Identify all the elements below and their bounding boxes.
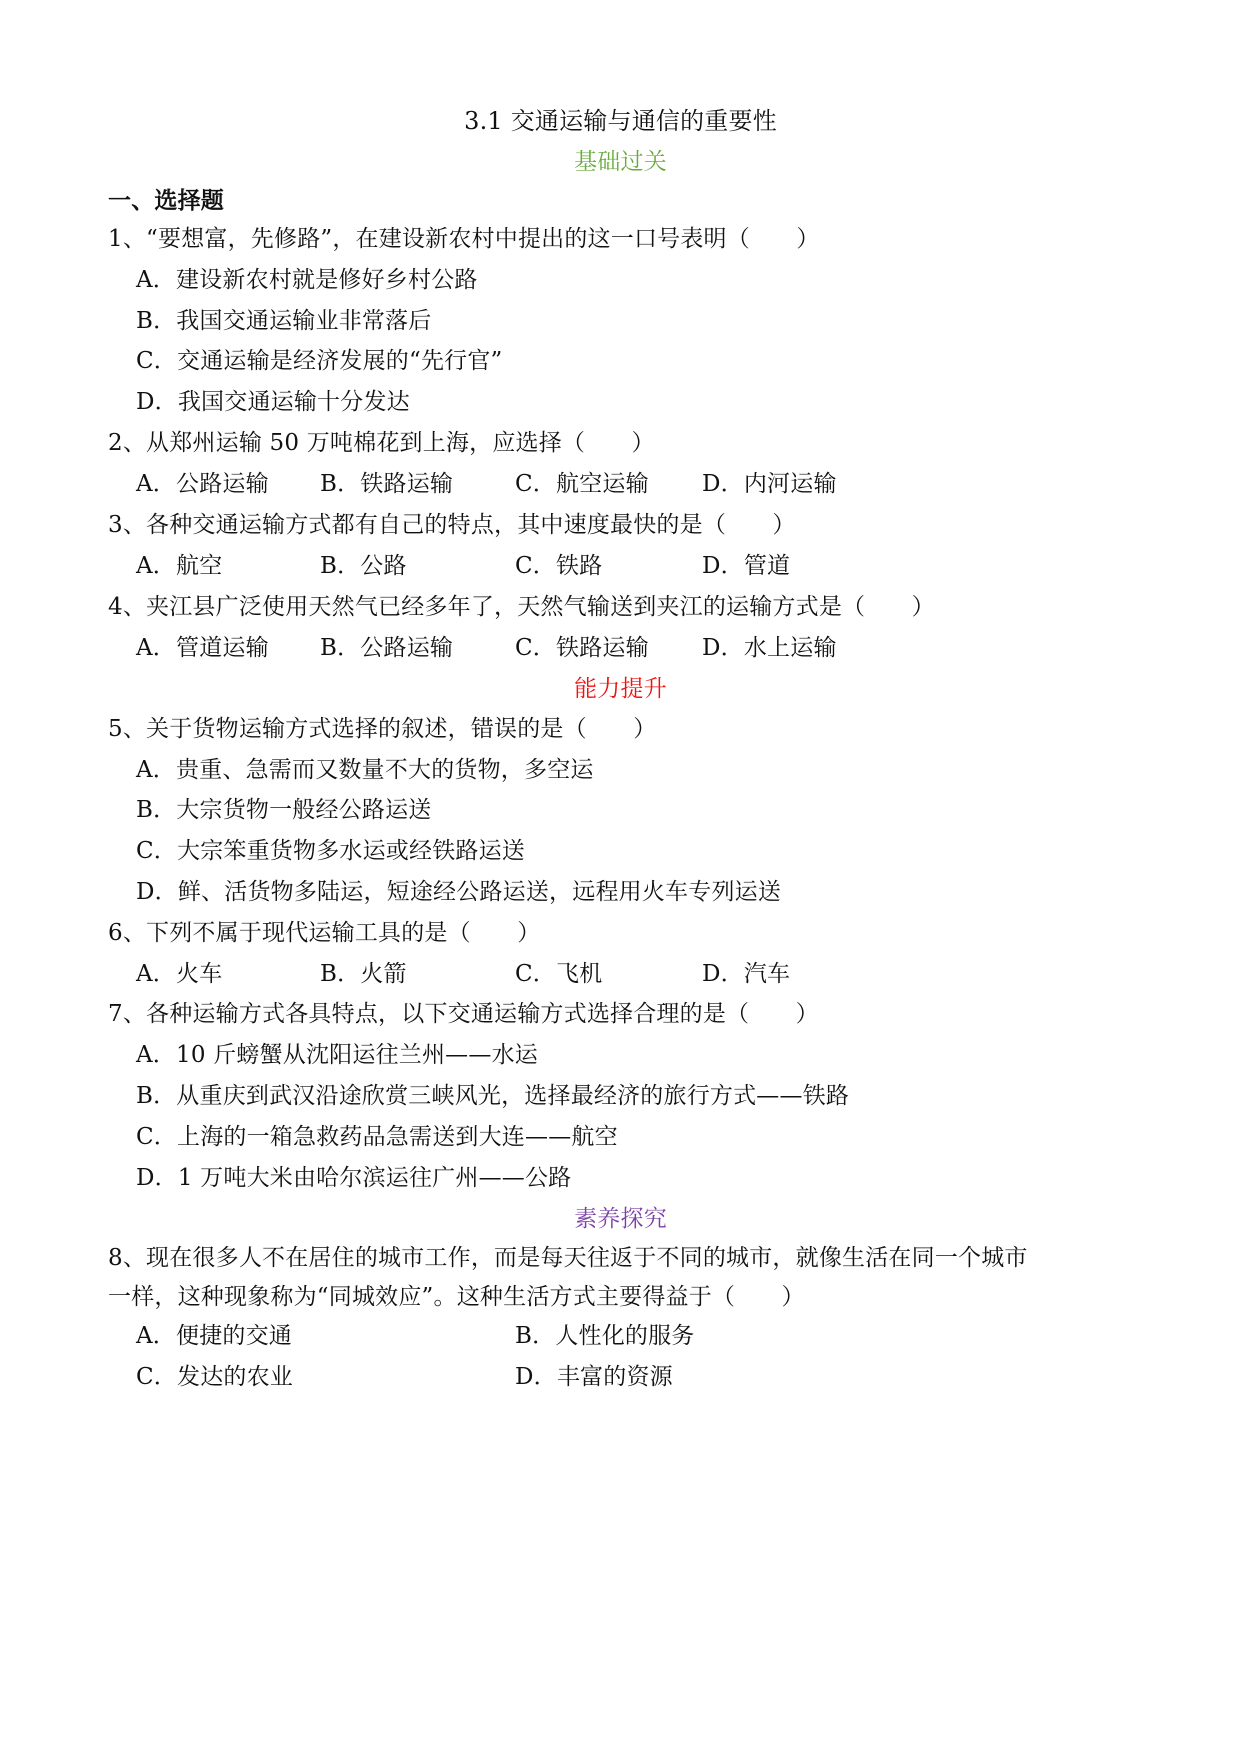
question-4-option-c[interactable]: C．铁路运输 xyxy=(515,635,649,661)
question-1-option-c[interactable]: C．交通运输是经济发展的“先行官” xyxy=(136,348,503,374)
question-1-option-b[interactable]: B．我国交通运输业非常落后 xyxy=(136,308,432,334)
question-6-stem: 6、下列不属于现代运输工具的是（ ） xyxy=(108,920,541,946)
question-2-option-c[interactable]: C．航空运输 xyxy=(515,471,649,497)
question-2-option-a[interactable]: A．公路运输 xyxy=(136,471,269,497)
question-5-option-d[interactable]: D．鲜、活货物多陆运，短途经公路运送，远程用火车专列运送 xyxy=(136,879,782,905)
page-title: 3.1 交通运输与通信的重要性 xyxy=(464,107,777,135)
question-4-option-a[interactable]: A．管道运输 xyxy=(136,635,269,661)
question-6-option-b[interactable]: B．火箭 xyxy=(320,961,407,987)
question-3-option-a[interactable]: A．航空 xyxy=(136,553,223,579)
question-7-option-d[interactable]: D．1 万吨大米由哈尔滨运往广州——公路 xyxy=(136,1165,572,1191)
question-8-option-c[interactable]: C．发达的农业 xyxy=(136,1364,293,1390)
question-3-option-b[interactable]: B．公路 xyxy=(320,553,407,579)
question-5-option-b[interactable]: B．大宗货物一般经公路运送 xyxy=(136,797,432,823)
question-8-option-a[interactable]: A．便捷的交通 xyxy=(136,1323,293,1349)
question-5-stem: 5、关于货物运输方式选择的叙述，错误的是（ ） xyxy=(108,716,657,742)
question-3-option-d[interactable]: D．管道 xyxy=(702,553,791,579)
question-6-option-c[interactable]: C．飞机 xyxy=(515,961,603,987)
part-heading: 一、选择题 xyxy=(108,187,224,214)
section-heading-inquiry: 素养探究 xyxy=(574,1206,667,1232)
section-heading-basic: 基础过关 xyxy=(574,149,667,175)
question-8-option-b[interactable]: B．人性化的服务 xyxy=(515,1323,695,1349)
question-4-stem: 4、夹江县广泛使用天然气已经多年了，天然气输送到夹江的运输方式是（ ） xyxy=(108,594,935,620)
question-2-stem: 2、从郑州运输 50 万吨棉花到上海，应选择（ ） xyxy=(108,430,655,456)
question-8-stem-line2: 一样，这种现象称为“同城效应”。这种生活方式主要得益于（ ） xyxy=(108,1284,805,1310)
question-1-option-d[interactable]: D．我国交通运输十分发达 xyxy=(136,389,410,415)
question-3-stem: 3、各种交通运输方式都有自己的特点，其中速度最快的是（ ） xyxy=(108,512,796,538)
question-4-option-b[interactable]: B．公路运输 xyxy=(320,635,454,661)
question-7-option-a[interactable]: A．10 斤螃蟹从沈阳运往兰州——水运 xyxy=(136,1042,538,1068)
section-heading-ability: 能力提升 xyxy=(574,676,667,702)
question-2-option-b[interactable]: B．铁路运输 xyxy=(320,471,454,497)
question-3-option-c[interactable]: C．铁路 xyxy=(515,553,603,579)
question-6-option-a[interactable]: A．火车 xyxy=(136,961,223,987)
question-4-option-d[interactable]: D．水上运输 xyxy=(702,635,837,661)
question-7-stem: 7、各种运输方式各具特点，以下交通运输方式选择合理的是（ ） xyxy=(108,1001,819,1027)
question-2-option-d[interactable]: D．内河运输 xyxy=(702,471,837,497)
question-5-option-c[interactable]: C．大宗笨重货物多水运或经铁路运送 xyxy=(136,838,525,864)
question-8-option-d[interactable]: D．丰富的资源 xyxy=(515,1364,673,1390)
question-8-stem-line1: 8、现在很多人不在居住的城市工作，而是每天往返于不同的城市，就像生活在同一个城市 xyxy=(108,1245,1028,1271)
question-7-option-b[interactable]: B．从重庆到武汉沿途欣赏三峡风光，选择最经济的旅行方式——铁路 xyxy=(136,1083,850,1109)
question-6-option-d[interactable]: D．汽车 xyxy=(702,961,791,987)
question-1-stem: 1、“要想富，先修路”，在建设新农村中提出的这一口号表明（ ） xyxy=(108,226,820,252)
question-5-option-a[interactable]: A．贵重、急需而又数量不大的货物，多空运 xyxy=(136,757,594,783)
question-7-option-c[interactable]: C．上海的一箱急救药品急需送到大连——航空 xyxy=(136,1124,618,1150)
question-1-option-a[interactable]: A．建设新农村就是修好乡村公路 xyxy=(136,267,478,293)
